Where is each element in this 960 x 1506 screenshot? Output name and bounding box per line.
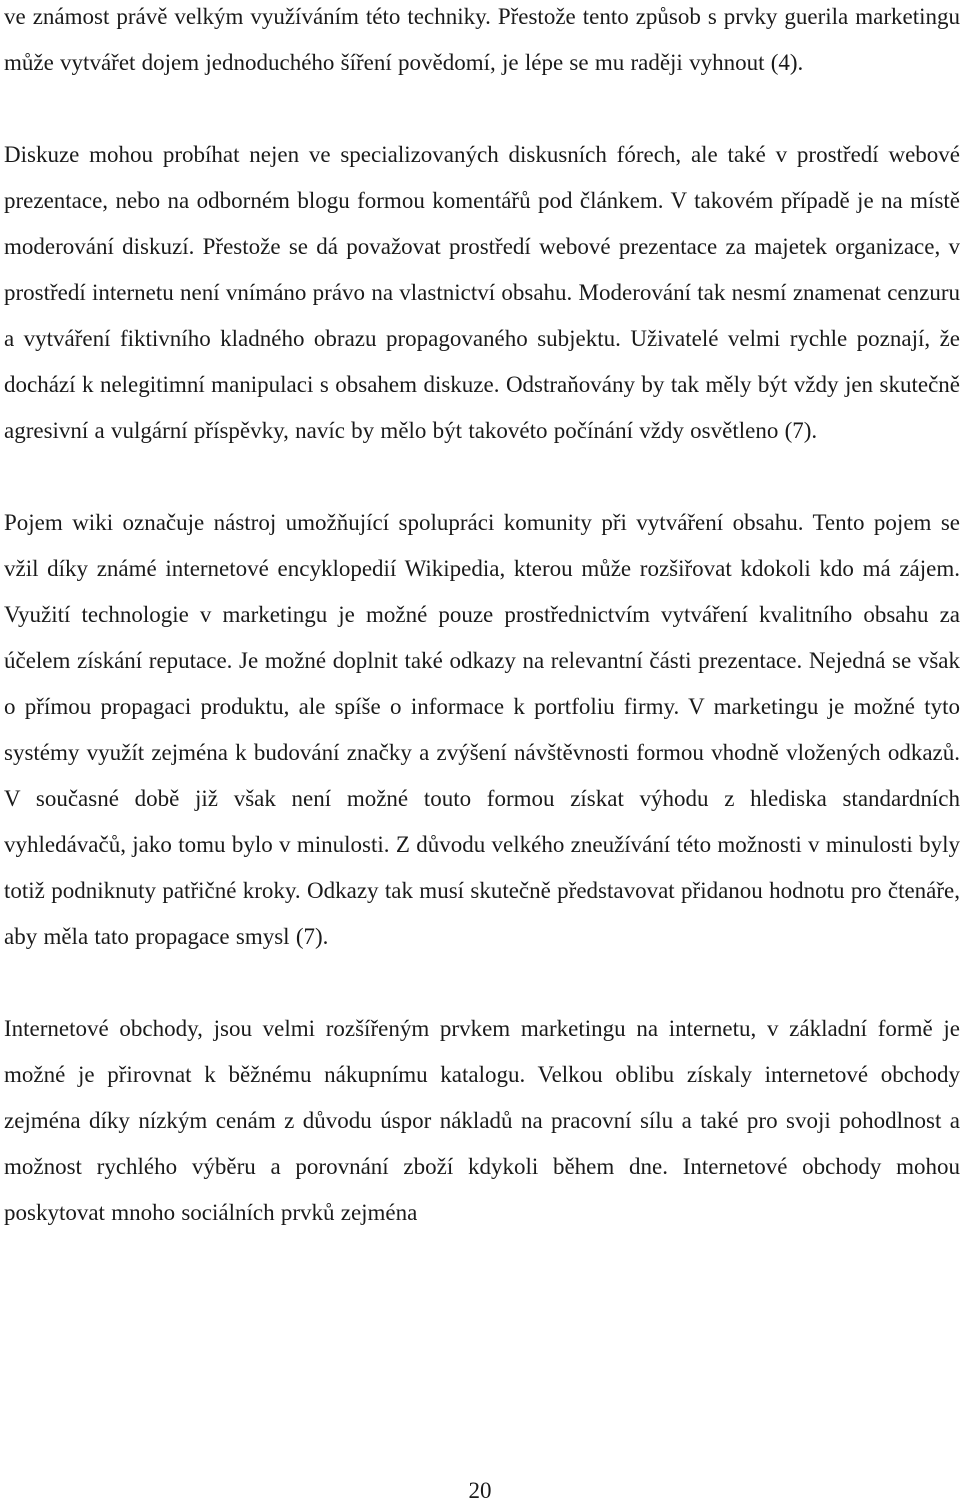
paragraph-internet-shops: Internetové obchody, jsou velmi rozšířeným prvkem marketingu na internetu, v základní formě je možné je přirovnat k běžnému nákupnímu katalogu. Velkou oblibu získaly internetové obchody zejména díky nízkým cenám z důvodu úspor nákladů na pracovní sílu a také pro svoji pohodlnost a možnost rychlého výběru a porovnání zboží kdykoli během dne. Internetové obchody mohou poskytovat mnoho sociálních prvků zejména	[4, 1016, 960, 1225]
paragraph-wiki: Pojem wiki označuje nástroj umožňující spolupráci komunity při vytváření obsahu. Tento pojem se vžil díky známé internetové encyklopedií Wikipedia, kterou může rozšiřovat kdokoli kdo má zájem. Využití technologie v marketingu je možné pouze prostřednictvím vytváření kvalitního obsahu za účelem získání reputace. Je možné doplnit také odkazy na relevantní části prezentace. Nejedná se však o přímou propagaci produktu, ale spíše o informace k portfoliu firmy. V marketingu je možné tyto systémy využít zejména k budování značky a zvýšení návštěvnosti formou vhodně vložených odkazů. V současné době již však není možné touto formou získat výhodu z hlediska standardních vyhledávačů, jako tomu bylo v minulosti. Z důvodu velkého zneužívání této možnosti v minulosti byly totiž podniknuty patřičné kroky. Odkazy tak musí skutečně představovat přidanou hodnotu pro čtenáře, aby měla tato propagace smysl (7).	[4, 510, 960, 949]
paragraph-guerilla-marketing: ve známost právě velkým využíváním této techniky. Přestože tento způsob s prvky guerila marketingu může vytvářet dojem jednoduchého šíření povědomí, je lépe se mu raději vyhnout (4).	[4, 4, 960, 75]
page-body	[4, 0, 960, 1236]
page-number: 20	[468, 1478, 492, 1503]
paragraph-discussions: Diskuze mohou probíhat nejen ve specializovaných diskusních fórech, ale také v prostředí webové prezentace, nebo na odborném blogu formou komentářů pod článkem. V takovém případě je na místě moderování diskuzí. Přestože se dá považovat prostředí webové prezentace za majetek organizace, v prostředí internetu není vnímáno právo na vlastnictví obsahu. Moderování tak nesmí znamenat cenzuru a vytváření fiktivního kladného obrazu propagovaného subjektu. Uživatelé velmi rychle poznají, že dochází k nelegitimní manipulaci s obsahem diskuze. Odstraňovány by tak měly být vždy jen skutečně agresivní a vulgární příspěvky, navíc by mělo být takovéto počínání vždy osvětleno (7).	[4, 142, 960, 443]
